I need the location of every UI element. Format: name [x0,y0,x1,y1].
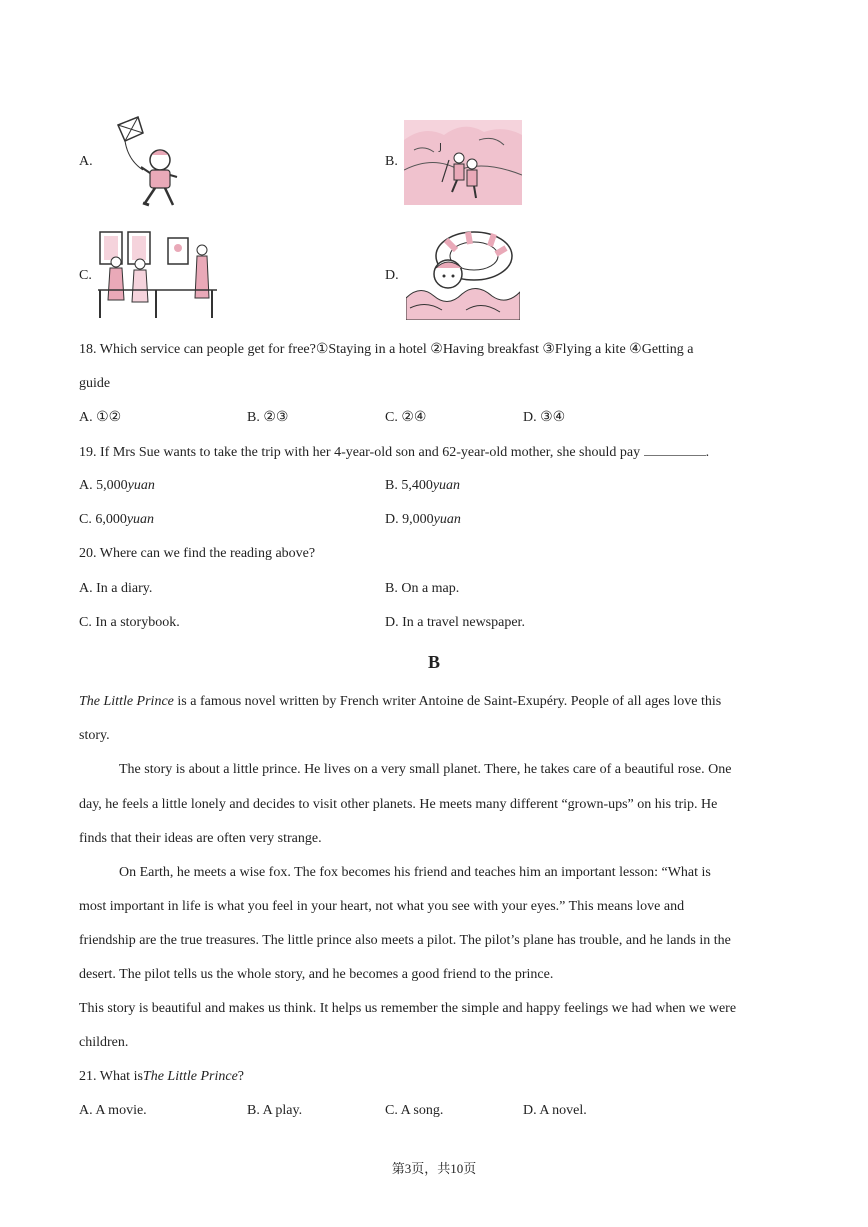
paragraph-1-text: is a famous novel written by French writer Antoine de Saint-Exupéry. People of all ages love this [173,694,722,709]
q20-option-c[interactable]: C. In a storybook. [79,615,180,630]
swimmer-in-waves-icon [406,228,520,320]
q21-option-c[interactable]: C. A song. [385,1103,444,1118]
question-19-text [79,443,709,462]
q18-option-c[interactable]: C. ②④ [385,410,427,425]
q19-option-c[interactable] [79,511,154,529]
q19-option-c-unit: yuan [126,512,155,527]
option-d-label: D. [385,268,399,283]
question-21-title: The Little Prince [142,1069,238,1084]
q19-option-a-value: A. 5,000 [79,478,128,493]
boy-flying-kite-icon [103,115,183,210]
page-footer: 第3页，共10页 [391,1161,477,1176]
q21-option-d[interactable]: D. A novel. [523,1103,587,1118]
option-b-label: B. [385,154,398,169]
q19-option-d-value: D. 9,000 [385,512,434,527]
paragraph-2: The story is about a little prince. He lives on a very small planet. There, he takes care of a beautiful rose. One [119,762,732,777]
q18-option-d[interactable]: D. ③④ [523,410,566,425]
paragraph-3: On Earth, he meets a wise fox. The fox becomes his friend and teaches him an important lesson: “What is [119,865,711,880]
q20-option-d[interactable]: D. In a travel newspaper. [385,615,525,630]
answer-blank[interactable] [644,443,706,456]
q19-option-d-unit: yuan [433,512,461,527]
q18-option-b[interactable]: B. ②③ [247,410,289,425]
question-18-text: 18. Which service can people get for free?①Staying in a hotel ②Having breakfast ③Flying a kite ④Getting a [79,342,694,357]
section-b-heading: B [427,652,440,672]
q19-option-a[interactable] [79,477,155,495]
mountain-climbers-icon [404,120,522,205]
option-a-label: A. [79,154,93,169]
q19-option-d[interactable] [385,511,461,529]
paragraph-3-cont: friendship are the true treasures. The little prince also meets a pilot. The pilot’s plane has trouble, and he lands in the [79,933,731,948]
q19-option-a-unit: yuan [127,478,155,493]
paragraph-3-cont: most important in life is what you feel in your heart, not what you see with your eyes.” This means love and [79,899,685,914]
book-title: The Little Prince [79,694,174,709]
paragraph-3-cont: desert. The pilot tells us the whole story, and he becomes a good friend to the prince. [79,967,554,982]
q19-option-b[interactable] [385,477,460,495]
paragraph-1 [79,693,721,711]
paragraph-1-cont: story. [79,728,110,743]
q19-option-b-unit: yuan [432,478,461,493]
q19-option-c-value: C. 6,000 [79,512,127,527]
svg-text:J: J [439,142,442,153]
question-18-text-cont: guide [79,376,111,391]
question-19-stem: 19. If Mrs Sue wants to take the trip with her 4-year-old son and 62-year-old mother, she should pay [79,445,641,460]
q21-option-b[interactable]: B. A play. [247,1103,303,1118]
q18-option-a[interactable]: A. ①② [79,410,122,425]
question-21-prefix: 21. What is [79,1069,143,1084]
museum-visitors-icon [96,230,219,322]
paragraph-4-cont: children. [79,1035,129,1050]
question-21-text [79,1068,244,1086]
option-c-label: C. [79,268,92,283]
q21-option-a[interactable]: A. A movie. [79,1103,147,1118]
question-19-end: . [705,445,710,460]
paragraph-2-cont: day, he feels a little lonely and decides to visit other planets. He meets many different “grown-ups” on his trip. He [79,797,718,812]
q19-option-b-value: B. 5,400 [385,478,433,493]
question-20-text: 20. Where can we find the reading above? [79,546,316,561]
paragraph-4: This story is beautiful and makes us think. It helps us remember the simple and happy feelings we had when we were [79,1001,737,1016]
q20-option-b[interactable]: B. On a map. [385,581,460,596]
q20-option-a[interactable]: A. In a diary. [79,581,153,596]
paragraph-2-cont: finds that their ideas are often very strange. [79,831,322,846]
question-21-suffix: ? [237,1069,245,1084]
